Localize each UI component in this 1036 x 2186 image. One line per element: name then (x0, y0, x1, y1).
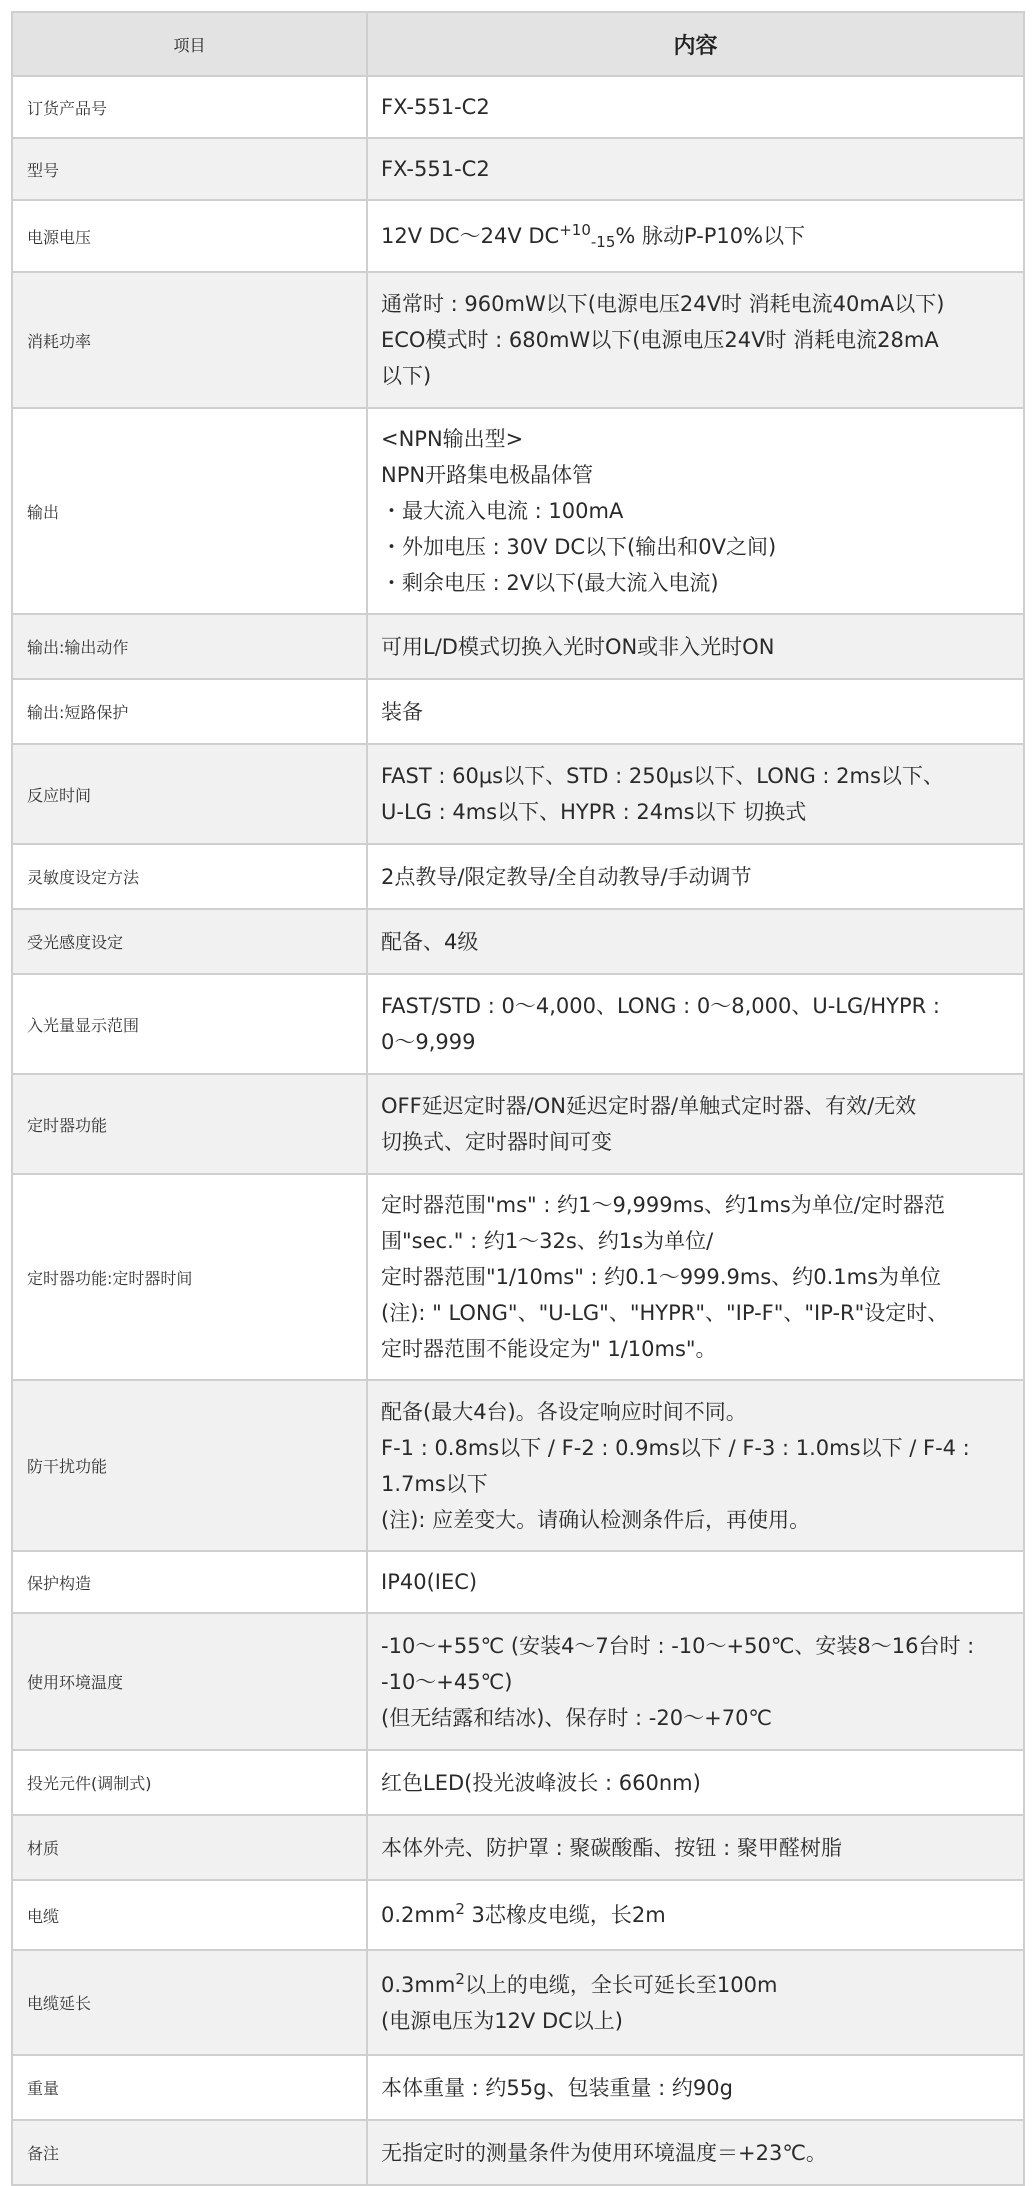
table-row (12, 679, 1024, 744)
row-label: 定时器功能:定时器时间 (12, 1174, 367, 1380)
row-value: FAST/STD : 0～4,000、LONG : 0～8,000、U-LG/HYPR : 0～9,999 (367, 974, 1024, 1074)
row-label: 使用环境温度 (12, 1613, 367, 1750)
row-label: 投光元件(调制式) (12, 1750, 367, 1815)
row-label: 型号 (12, 138, 367, 200)
row-value: 无指定时的测量条件为使用环境温度＝+23℃。 (367, 2120, 1024, 2185)
row-value: 本体外壳、防护罩 : 聚碳酸酯、按钮 : 聚甲醛树脂 (367, 1815, 1024, 1880)
row-value: 12V DC～24V $DC^{+10}_{-15}\%$ 脉动P-P10%以下 (367, 200, 1024, 272)
table-row (12, 2120, 1024, 2185)
table-row (12, 408, 1024, 614)
row-value: 2点教导/限定教导/全自动教导/手动调节 (367, 844, 1024, 909)
table-row (12, 200, 1024, 272)
table-row (12, 1380, 1024, 1551)
row-value: 配备、4级 (367, 909, 1024, 974)
row-label: 重量 (12, 2055, 367, 2120)
row-label: 保护构造 (12, 1551, 367, 1613)
row-value: 通常时 : 960mW以下(电源电压24V时 消耗电流40mA以下) ECO模式时 : 680mW以下(电源电压24V时 消耗电流28mA 以下) (367, 272, 1024, 408)
row-label: 材质 (12, 1815, 367, 1880)
table-row (12, 1613, 1024, 1750)
row-label: 防干扰功能 (12, 1380, 367, 1551)
table-row (12, 974, 1024, 1074)
row-label: 消耗功率 (12, 272, 367, 408)
row-label: 受光感度设定 (12, 909, 367, 974)
row-value: -10～+55℃ (安装4～7台时 : -10～+50℃、安装8～16台时 : -10～+45℃) (但无结露和结冰)、保存时 : -20～+70℃ (367, 1613, 1024, 1750)
row-label: 入光量显示范围 (12, 974, 367, 1074)
row-value: $0.2mm^2$ 3芯橡皮电缆，长2m (367, 1880, 1024, 1950)
row-label: 定时器功能 (12, 1074, 367, 1174)
table-row (12, 1880, 1024, 1950)
table-row (12, 2055, 1024, 2120)
column-header-content: 内容 (367, 12, 1024, 76)
row-label: 电缆延长 (12, 1950, 367, 2055)
row-value: FAST : 60μs以下、STD : 250μs以下、LONG : 2ms以下、 U-LG : 4ms以下、HYPR : 24ms以下 切换式 (367, 744, 1024, 844)
row-label: 输出 (12, 408, 367, 614)
row-value: 本体重量 : 约55g、包装重量 : 约90g (367, 2055, 1024, 2120)
row-label: 反应时间 (12, 744, 367, 844)
row-value: 定时器范围"ms" : 约1～9,999ms、约1ms为单位/定时器范 围"sec." : 约1～32s、约1s为单位/ 定时器范围"1/10ms" : 约0.1～999.9ms、约0.1ms为单位 (注): " LONG"、"U-LG"、"HYPR"、"IP-F"、"IP-R"设定时、 定时器范围不能设定为" 1/10ms"。 (367, 1174, 1024, 1380)
row-value: 可用L/D模式切换入光时ON或非入光时ON (367, 614, 1024, 679)
row-value: FX-551-C2 (367, 76, 1024, 138)
row-value: IP40(IEC) (367, 1551, 1024, 1613)
row-label: 备注 (12, 2120, 367, 2185)
row-label: 订货产品号 (12, 76, 367, 138)
row-label: 输出:短路保护 (12, 679, 367, 744)
row-label: 输出:输出动作 (12, 614, 367, 679)
table-row (12, 1950, 1024, 2055)
table-row (12, 1815, 1024, 1880)
row-label: 电源电压 (12, 200, 367, 272)
row-label: 灵敏度设定方法 (12, 844, 367, 909)
row-label: 电缆 (12, 1880, 367, 1950)
table-row (12, 909, 1024, 974)
table-row (12, 844, 1024, 909)
row-value: 配备(最大4台)。各设定响应时间不同。 F-1 : 0.8ms以下 / F-2 : 0.9ms以下 / F-3 : 1.0ms以下 / F-4 : 1.7ms以下 (注): 应差变大。请确认检测条件后，再使用。 (367, 1380, 1024, 1551)
table-header-row (12, 12, 1024, 76)
row-value: FX-551-C2 (367, 138, 1024, 200)
table-row (12, 76, 1024, 138)
row-value: 红色LED(投光波峰波长 : 660nm) (367, 1750, 1024, 1815)
row-value: 装备 (367, 679, 1024, 744)
table-row (12, 1074, 1024, 1174)
column-header-item: 项目 (12, 12, 367, 76)
table-row (12, 138, 1024, 200)
row-value: <NPN输出型> NPN开路集电极晶体管 ・最大流入电流 : 100mA ・外加电压 : 30V DC以下(输出和0V之间) ・剩余电压 : 2V以下(最大流入电流) (367, 408, 1024, 614)
table-row (12, 1174, 1024, 1380)
row-value: OFF延迟定时器/ON延迟定时器/单触式定时器、有效/无效 切换式、定时器时间可变 (367, 1074, 1024, 1174)
table-row (12, 1750, 1024, 1815)
table-row (12, 272, 1024, 408)
table-row (12, 614, 1024, 679)
row-value: $0.3mm^2$以上的电缆，全长可延长至100m (电源电压为12V DC以上) (367, 1950, 1024, 2055)
table-row (12, 1551, 1024, 1613)
spec-table (11, 11, 1025, 2186)
table-row (12, 744, 1024, 844)
